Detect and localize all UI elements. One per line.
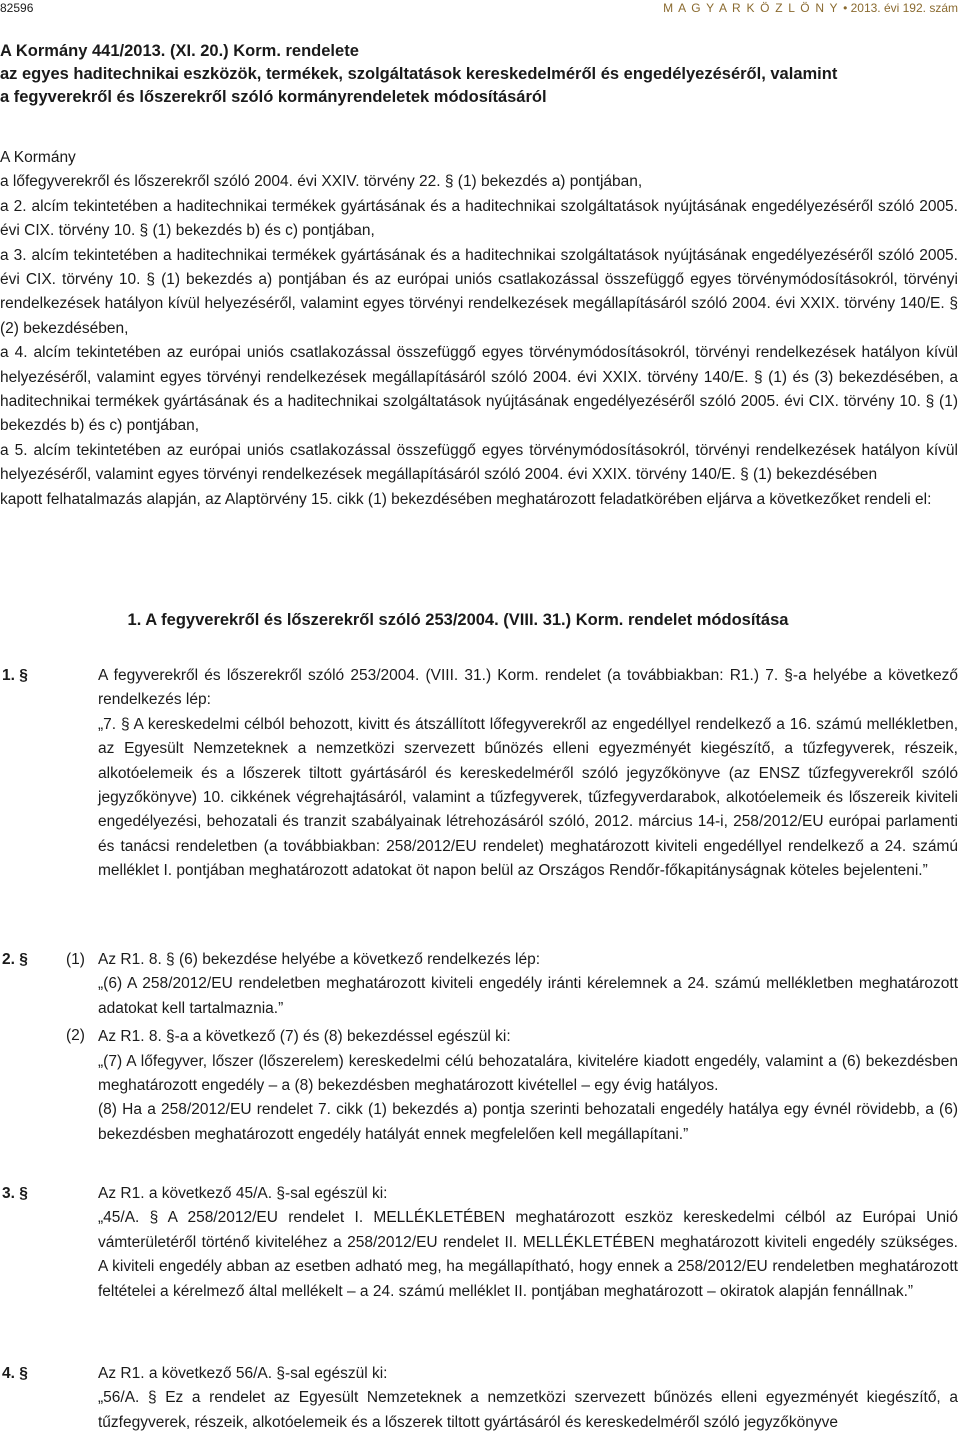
- article-intro: Az R1. a következő 56/A. §-sal egészül ki:: [98, 1365, 388, 1382]
- subsection-quote: „(7) A lőfegyver, lőszer (lőszerelem) kereskedelmi célú behozatalára, kivitelére kiadott engedély, valamint a (6) bekezdésben meghatározott engedély – a (8) bekezdésben meghatározott kivétellel – egy évig hatályos.: [98, 1052, 958, 1095]
- article-body: [98, 1362, 958, 1435]
- subsection-intro: Az R1. 8. §-a a következő (7) és (8) bekezdéssel egészül ki:: [98, 1028, 511, 1046]
- preamble-paragraph-5: a 5. alcím tekintetében az európai uniós csatlakozással összefüggő egyes törvénymódosításokról, törvényi rendelkezések hatályon kívül helyezéséről, valamint egyes törvényi rendelkezések megállapításáról szóló 2004. évi XXIX. törvény 140/E. § (1) bekezdésében: [0, 441, 958, 484]
- preamble: [0, 146, 958, 512]
- page-number: 82596: [0, 1, 34, 15]
- preamble-actor: A Kormány: [0, 149, 76, 166]
- article-quote: „45/A. § A 258/2012/EU rendelet I. MELLÉKLETÉBEN meghatározott eszköz kereskedelmi célból az Európai Unió vámterületéről történő kiviteléhez a 258/2012/EU rendelet II. MELLÉKLETÉBEN meghatározott kiviteli engedély szükséges. A kiviteli engedély abban az esetben adható meg, ha megállapítható, hogy ennek a 258/2012/EU rendeletben meghatározott feltételei a kérelmező által mellékelt – a 24. számú melléklet II. pontjában meghatározott – okiratok alapján fennállnak.”: [98, 1209, 958, 1300]
- article-quote: „56/A. § Ez a rendelet az Egyesült Nemzeteknek a nemzetközi szervezett bűnözés elleni egyezményét kiegészítő, a tűzfegyverek, részeik, alkotóelemeik és a lőszerek tiltott gyártásáról és kereskedelméről szóló jegyzőkönyve: [98, 1389, 958, 1431]
- subsection-number: (2): [66, 1027, 85, 1044]
- article-number: 1. §: [2, 667, 28, 684]
- journal-name: M A G Y A R K Ö Z L Ö N Y: [663, 1, 839, 15]
- preamble-paragraph-4: a 4. alcím tekintetében az európai uniós csatlakozással összefüggő egyes törvénymódosításokról, törvényi rendelkezések hatályon kívül helyezéséről, valamint egyes törvényi rendelkezések megállapításáról szóló 2004. évi XXIX. törvény 140/E. § (1) és (3) bekezdésében, a haditechnikai termékek gyártásának és a haditechnikai szolgáltatások nyújtásának engedélyezéséről szóló 2005. évi CIX. törvény 10. § (1) bekezdés b) és c) pontjában,: [0, 344, 958, 435]
- article-number: 4. §: [2, 1365, 28, 1382]
- decree-title-line-3: a fegyverekről és lőszerekről szóló kormányrendeletek módosításáról: [0, 88, 547, 106]
- issue-number: • 2013. évi 192. szám: [843, 1, 958, 15]
- subsection-intro: Az R1. 8. § (6) bekezdése helyébe a következő rendelkezés lép:: [98, 951, 541, 968]
- decree-title-line-1: A Kormány 441/2013. (XI. 20.) Korm. rendelete: [0, 42, 359, 60]
- journal-title: [663, 0, 958, 16]
- subsection-number: (1): [66, 951, 85, 968]
- decree-title: [0, 40, 958, 109]
- article-body: [98, 1182, 958, 1304]
- article-body: [98, 948, 958, 1147]
- article-number: 2. §: [2, 951, 28, 968]
- preamble-paragraph-2: a 2. alcím tekintetében a haditechnikai termékek gyártásának és a haditechnikai szolgáltatások nyújtásának engedélyezéséről szóló 2005. évi CIX. törvény 10. § (1) bekezdés b) és c) pontjában,: [0, 197, 958, 240]
- article-number: 3. §: [2, 1185, 28, 1202]
- preamble-paragraph-3: a 3. alcím tekintetében a haditechnikai termékek gyártásának és a haditechnikai szolgáltatások nyújtásának engedélyezéséről szóló 2005. évi CIX. törvény 10. § (1) bekezdés a) pontjában és az európai uniós csatlakozással összefüggő egyes törvénymódosításokról, törvényi rendelkezések hatályon kívül helyezéséről, valamint egyes törvényi rendelkezések megállapításáról szóló 2004. évi XXIX. törvény 140/E. § (2) bekezdésében,: [0, 246, 958, 337]
- page-header: [0, 0, 960, 16]
- subsection-quote: „(6) A 258/2012/EU rendeletben meghatározott kiviteli engedély iránti kérelemnek a 24. számú mellékletben meghatározott adatokat kell tartalmaznia.”: [98, 975, 958, 1017]
- decree-title-line-2: az egyes haditechnikai eszközök, termékek, szolgáltatások kereskedelméről és engedélyezéséről, valamint: [0, 65, 838, 83]
- subsection-quote: (8) Ha a 258/2012/EU rendelet 7. cikk (1) bekezdés a) pontja szerinti behozatali engedély hatálya egy évnél rövidebb, a (6) bekezdésben meghatározott engedély hatályát ennek megfelelően kell megállapítani.”: [98, 1101, 958, 1143]
- preamble-paragraph-1: a lőfegyverekről és lőszerekről szóló 2004. évi XXIV. törvény 22. § (1) bekezdés a) pontjában,: [0, 173, 643, 191]
- article-body: [98, 664, 958, 884]
- preamble-closing: kapott felhatalmazás alapján, az Alaptörvény 15. cikk (1) bekezdésében meghatározott feladatkörében eljárva a következőket rendeli el:: [0, 490, 932, 508]
- article-quote: „7. § A kereskedelmi célból behozott, kivitt és átszállított lőfegyverekről az engedéllyel rendelkező a 16. számú mellékletben, az Egyesült Nemzeteknek a nemzetközi szervezett bűnözés elleni egyezményét kiegészítő, a tűzfegyverek, részeik, alkotóelemeik és a lőszerek tiltott gyártásáról és kereskedelméről szóló jegyzőkönyve (az ENSZ tűzfegyverekről szóló jegyzőkönyve) 10. cikkének végrehajtásáról, valamint a tűzfegyverek, tűzfegyverdarabok, alkotóelemeik és lőszereik kiviteli engedélyezési, behozatali és tranzit szabályainak létrehozásáról szóló, 2012. március 14-i, 258/2012/EU európai parlamenti és tanácsi rendeletben (a továbbiakban: 258/2012/EU rendelet) meghatározott kiviteli engedéllyel rendelkező a 24. számú melléklet I. pontjában meghatározott adatokat öt napon belül az Országos Rendőr-főkapitányságnak köteles bejelenteni.”: [98, 715, 958, 880]
- article-intro: A fegyverekről és lőszerekről szóló 253/2004. (VIII. 31.) Korm. rendelet (a továbbiakban: R1.) 7. §-a helyébe a következő rendelkezés lép:: [98, 667, 958, 709]
- section-heading: 1. A fegyverekről és lőszerekről szóló 253/2004. (VIII. 31.) Korm. rendelet módosítása: [127, 611, 789, 629]
- article-intro: Az R1. a következő 45/A. §-sal egészül ki:: [98, 1185, 388, 1202]
